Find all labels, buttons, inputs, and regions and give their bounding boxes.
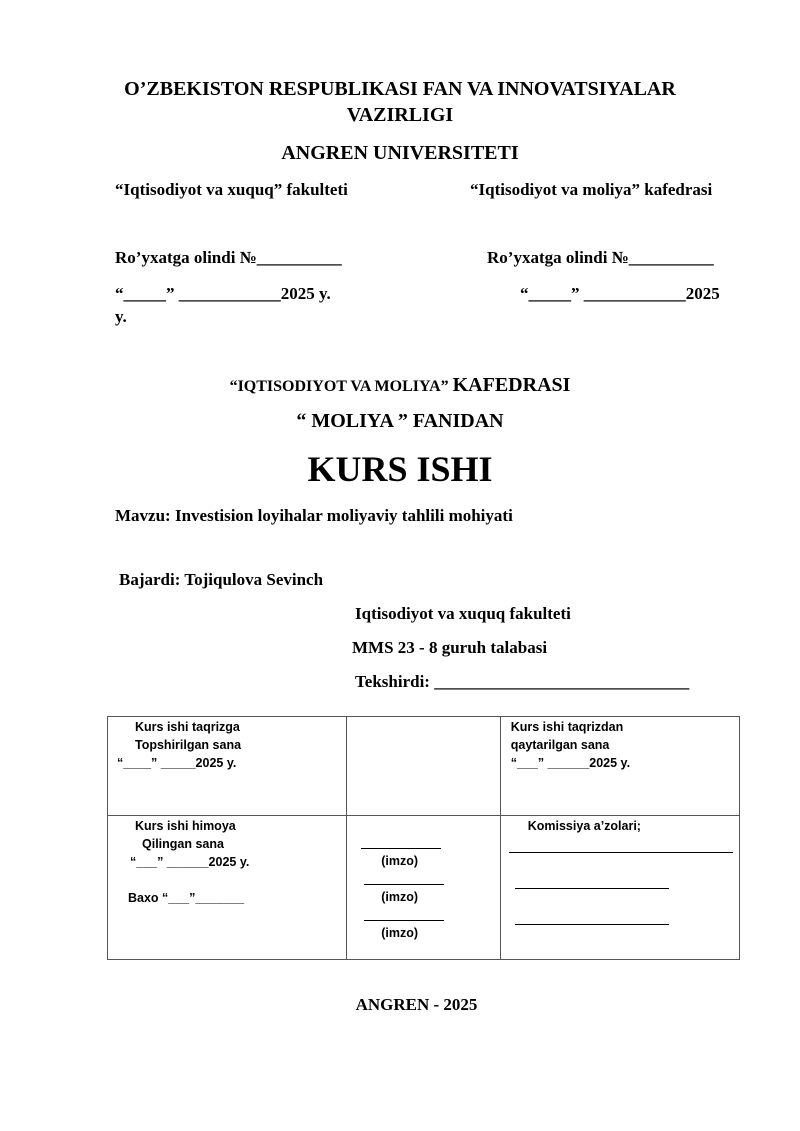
student-group: MMS 23 - 8 guruh talabasi: [352, 638, 548, 657]
subject-title: “ MOLIYA ” FANIDAN: [296, 410, 504, 432]
student-faculty: Iqtisodiyot va xuquq fakulteti: [355, 604, 571, 623]
submitted-line-1: Kurs ishi taqrizga: [135, 720, 240, 734]
signature-label-1: (imzo): [381, 854, 419, 868]
returned-date: “___” ______2025 y.: [510, 756, 631, 770]
signature-line-3: [364, 920, 444, 921]
performed-by: Bajardi: Tojiqulova Sevinch: [119, 570, 324, 589]
commission-line-1: [509, 852, 733, 853]
signature-label-2: (imzo): [381, 890, 419, 904]
cell-returned-from-review: [500, 717, 739, 816]
university-name: ANGREN UNIVERSITETI: [281, 142, 519, 164]
commission-label: Komissiya a’zolari;: [527, 819, 641, 833]
defended-line-2: Qilingan sana: [142, 837, 224, 851]
department-title: [0, 374, 800, 397]
ministry-line-2: VAZIRLIGI: [346, 104, 454, 126]
registration-right-date: “_____” ____________2025: [520, 284, 720, 303]
returned-line-2: qaytarilgan sana: [510, 738, 610, 752]
signature-line-1: [361, 848, 441, 849]
footer-city-year: ANGREN - 2025: [355, 995, 478, 1014]
signature-label-3: (imzo): [381, 926, 419, 940]
cell-signatures: [347, 816, 501, 960]
department-title-big: KAFEDRASI: [452, 374, 571, 396]
commission-line-2: [515, 888, 669, 889]
signature-line-2: [364, 884, 444, 885]
commission-line-3: [515, 924, 669, 925]
document-type: KURS ISHI: [307, 449, 493, 489]
ministry-line-1: O’ZBEKISTON RESPUBLIKASI FAN VA INNOVATSIYALAR: [124, 78, 676, 100]
cell-commission: [500, 816, 739, 960]
submitted-line-2: Topshirilgan sana: [135, 738, 242, 752]
registration-left-date-cont: y.: [115, 307, 127, 326]
defended-date: “___” ______2025 y.: [130, 855, 250, 869]
cell-submitted-for-review: [108, 717, 347, 816]
grade: Baxo “___”_______: [128, 891, 245, 905]
registration-right-number: Ro’yxatga olindi №__________: [487, 248, 714, 267]
checked-by: Tekshirdi: ______________________________: [355, 672, 690, 691]
returned-line-1: Kurs ishi taqrizdan: [510, 720, 624, 734]
cell-empty: [347, 717, 501, 816]
registration-left-date: “_____” ____________2025 y.: [115, 284, 331, 303]
registration-left-number: Ro’yxatga olindi №__________: [115, 248, 342, 267]
topic: Mavzu: Investision loyihalar moliyaviy tahlili mohiyati: [115, 506, 513, 525]
department-name: “Iqtisodiyot va moliya” kafedrasi: [470, 180, 713, 199]
review-table: [107, 716, 740, 960]
department-title-small: “IQTISODIYOT VA MOLIYA”: [229, 378, 449, 395]
submitted-date: “____” _____2025 y.: [117, 756, 237, 770]
defended-line-1: Kurs ishi himoya: [135, 819, 236, 833]
faculty-name: “Iqtisodiyot va xuquq” fakulteti: [115, 180, 348, 199]
cell-defended: [108, 816, 347, 960]
